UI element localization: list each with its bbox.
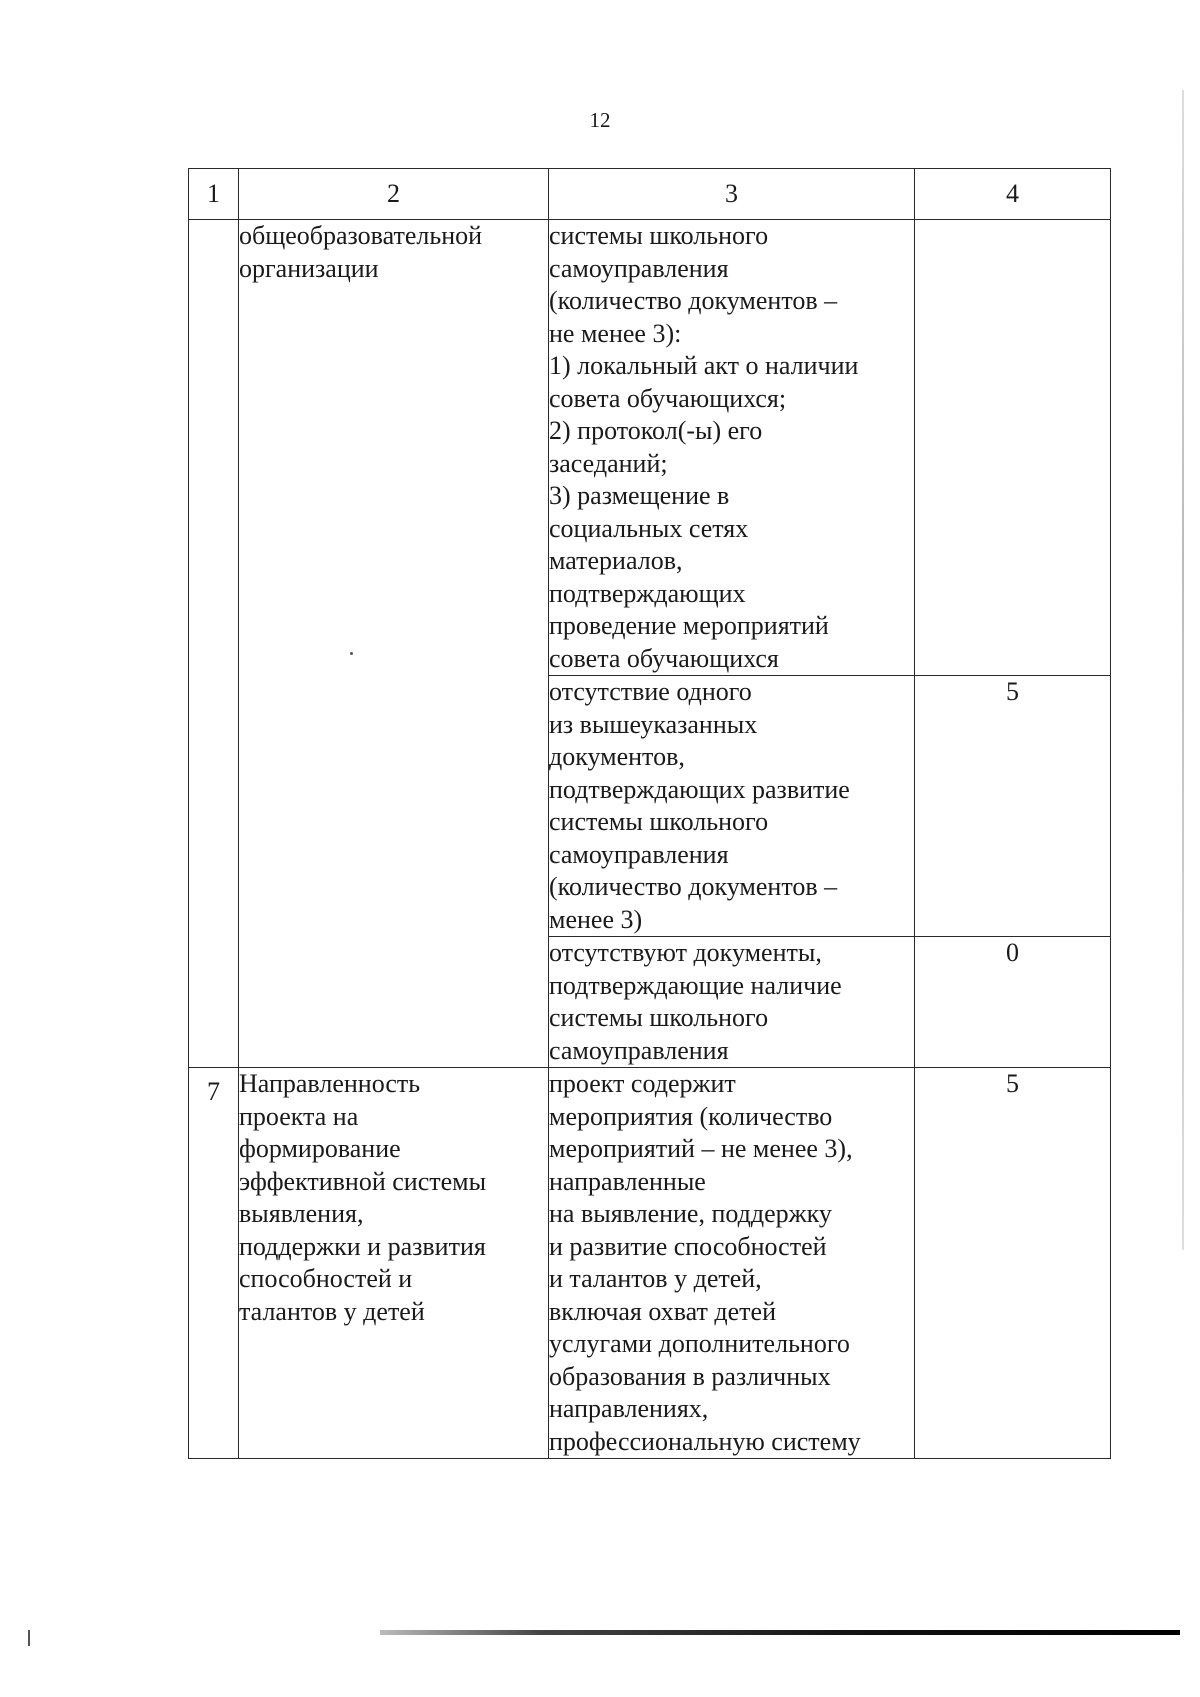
text-line: самоуправления	[549, 253, 729, 283]
score-cell	[915, 220, 1111, 676]
text-line: подтверждающие наличие	[549, 970, 842, 1000]
criterion-cell	[549, 220, 915, 676]
table-row	[189, 220, 1111, 676]
text-line: подтверждающих	[549, 578, 746, 608]
table-header-row	[189, 169, 1111, 220]
text-line: направлениях,	[549, 1394, 709, 1423]
score-cell: 0	[915, 937, 1111, 1068]
text-line: 3) размещение в	[549, 481, 730, 510]
criterion-cell	[549, 1068, 915, 1459]
scan-edge-shadow	[1182, 90, 1184, 1250]
text-line: (количество документов –	[549, 286, 838, 315]
scan-speck	[350, 652, 353, 655]
text-line: организации	[239, 253, 379, 283]
score-cell: 5	[915, 1068, 1111, 1459]
text-line: на выявление, поддержку	[549, 1199, 832, 1228]
text-line: поддержки и развития	[239, 1231, 486, 1261]
criterion-cell	[549, 937, 915, 1068]
text-line: системы школьного	[549, 1003, 769, 1032]
text-line: социальных сетях	[549, 513, 749, 543]
text-line: системы школьного	[549, 807, 769, 836]
text-line: талантов у детей	[239, 1296, 425, 1326]
header-cell-4: 4	[915, 169, 1111, 220]
row-number-cell	[189, 220, 239, 1068]
text-line: проекта на	[239, 1101, 359, 1131]
text-line: включая охват детей	[549, 1296, 776, 1326]
text-line: услугами дополнительного	[549, 1329, 850, 1358]
text-line: профессиональную систему	[549, 1426, 861, 1456]
text-line: системы школьного	[549, 221, 769, 250]
text-line: заседаний;	[549, 448, 668, 478]
text-line: мероприятия (количество	[549, 1101, 833, 1131]
text-line: проведение мероприятий	[549, 611, 829, 640]
scan-bottom-rule	[380, 1630, 1180, 1635]
indicator-name-cell	[239, 220, 549, 1068]
text-line: Направленность	[239, 1069, 421, 1098]
scan-speck	[28, 1630, 30, 1646]
header-cell-1: 1	[189, 169, 239, 220]
text-line: документов,	[549, 742, 685, 771]
text-line: выявления,	[239, 1199, 364, 1228]
row-number-cell: 7	[189, 1068, 239, 1459]
score-cell: 5	[915, 676, 1111, 937]
text-line: и талантов у детей,	[549, 1264, 762, 1293]
text-line: формирование	[239, 1134, 401, 1163]
text-line: отсутствие одного	[549, 677, 752, 706]
text-line: из вышеуказанных	[549, 709, 758, 739]
table-row	[189, 1068, 1111, 1459]
indicator-name-cell	[239, 1068, 549, 1459]
text-line: и развитие способностей	[549, 1231, 827, 1261]
text-line: мероприятий – не менее 3),	[549, 1134, 853, 1163]
text-line: не менее 3):	[549, 318, 682, 348]
text-line: способностей и	[239, 1264, 413, 1293]
text-line: менее 3)	[549, 904, 643, 934]
text-line: самоуправления	[549, 1035, 729, 1065]
header-cell-2: 2	[239, 169, 549, 220]
text-line: самоуправления	[549, 839, 729, 869]
text-line: направленные	[549, 1166, 706, 1196]
criterion-cell	[549, 676, 915, 937]
text-line: проект содержит	[549, 1069, 736, 1098]
text-line: подтверждающих развитие	[549, 774, 850, 804]
text-line: отсутствуют документы,	[549, 938, 822, 967]
text-line: образования в различных	[549, 1361, 831, 1391]
text-line: 2) протокол(-ы) его	[549, 416, 763, 445]
criteria-table	[188, 168, 1111, 1459]
text-line: материалов,	[549, 546, 683, 575]
header-cell-3: 3	[549, 169, 915, 220]
text-line: совета обучающихся	[549, 643, 779, 673]
text-line: (количество документов –	[549, 872, 838, 901]
text-line: эффективной системы	[239, 1166, 487, 1196]
text-line: общеобразовательной	[239, 221, 483, 250]
text-line: 1) локальный акт о наличии	[549, 351, 859, 380]
text-line: совета обучающихся;	[549, 383, 787, 413]
page-number: 12	[589, 108, 611, 132]
